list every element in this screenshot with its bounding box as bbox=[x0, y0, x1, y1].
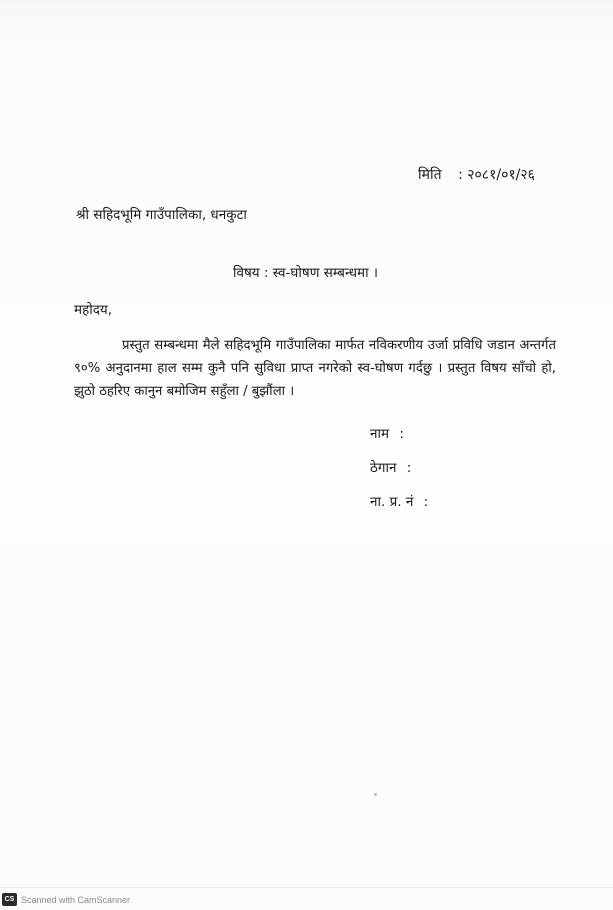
letter-subject bbox=[233, 263, 378, 281]
citizenship-separator: : bbox=[423, 494, 429, 510]
name-label: नाम bbox=[370, 426, 390, 442]
address-separator: : bbox=[406, 460, 412, 476]
date-separator: : bbox=[458, 167, 463, 183]
letter-body: प्रस्तुत सम्बन्धमा मैले सहिदभूमि गाउँपालिका मार्फत नविकरणीय उर्जा प्रविधि जडान अन्तर्गत ९०% अनुदानमा हाल सम्म कुनै पनि सुविधा प्राप्त नगरेको स्व-घोषण गर्दछु । प्रस्तुत विषय साँचो हो, झुठो ठहरिए कानुन बमोजिम सहुँला / बुझौंला । bbox=[74, 338, 556, 399]
scanner-text: Scanned with CamScanner bbox=[21, 894, 131, 905]
date-label: मिति bbox=[418, 167, 442, 183]
address-label: ठेगान bbox=[370, 460, 397, 476]
date-value: २०८१/०१/२६ bbox=[467, 167, 535, 183]
signature-citizenship-field bbox=[370, 492, 428, 510]
page-bottom-edge bbox=[0, 887, 613, 888]
scan-speck bbox=[374, 793, 377, 796]
salutation: महोदय, bbox=[74, 302, 113, 318]
citizenship-label: ना. प्र. नं bbox=[370, 494, 414, 510]
camscanner-icon: CS bbox=[2, 893, 17, 906]
subject-label: विषय bbox=[233, 265, 260, 281]
signature-name-field bbox=[370, 424, 404, 442]
scanner-watermark bbox=[2, 893, 130, 906]
recipient-address: श्री सहिदभूमि गाउँपालिका, धनकुटा bbox=[76, 207, 247, 223]
subject-text: स्व-घोषण सम्बन्धमा । bbox=[272, 265, 378, 281]
name-separator: : bbox=[399, 426, 404, 442]
letter-date bbox=[418, 165, 535, 184]
signature-address-field bbox=[370, 458, 411, 476]
subject-separator: : bbox=[263, 265, 269, 281]
